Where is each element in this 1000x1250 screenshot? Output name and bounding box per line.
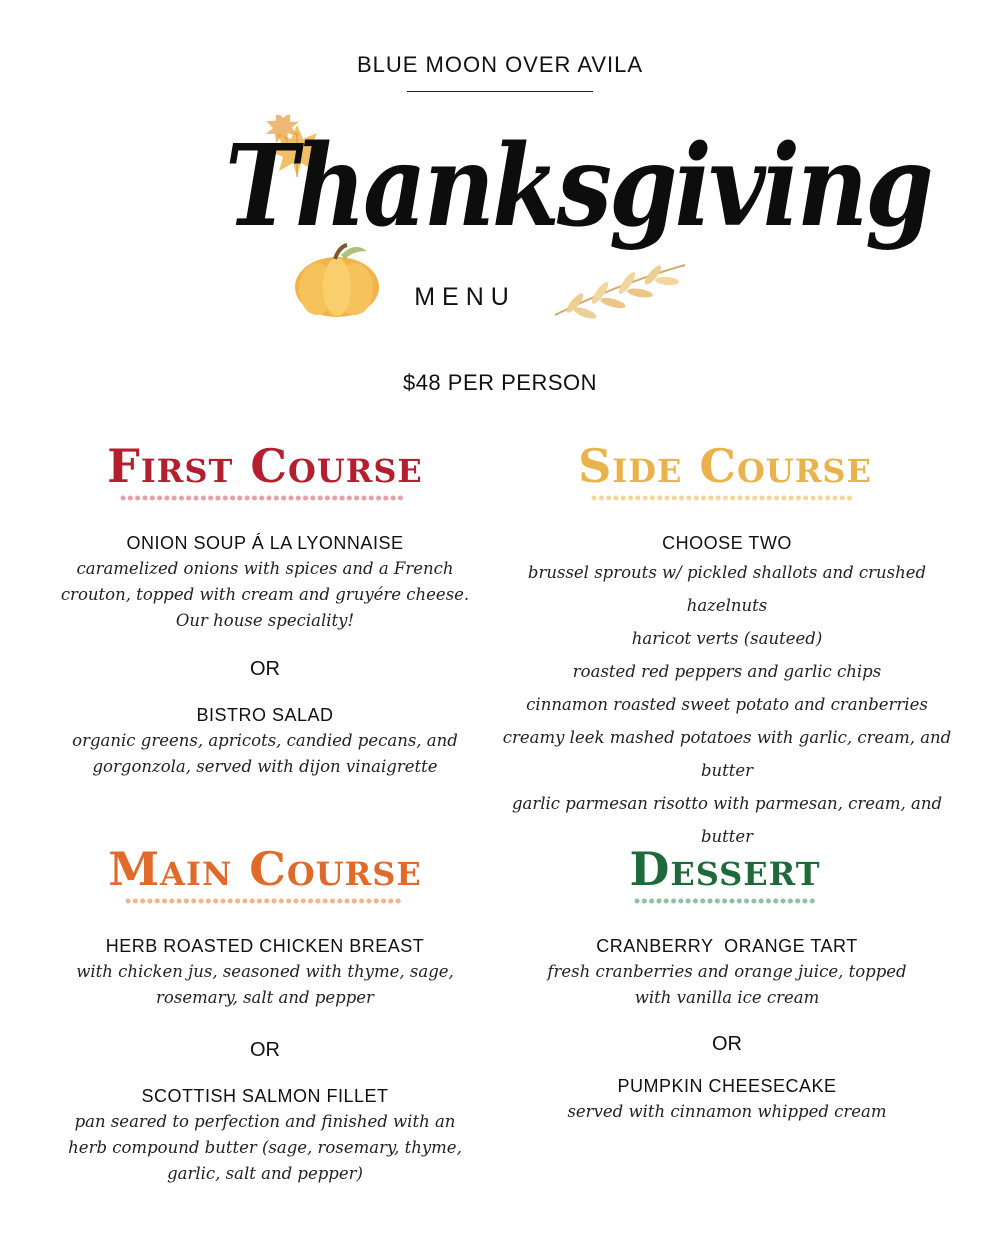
menu-item-description: Our house speciality!	[175, 611, 355, 630]
side-course-heading: Side Course	[578, 439, 872, 493]
dessert-dotted-rule	[634, 898, 816, 904]
page-subtitle: MENU	[414, 283, 516, 311]
side-course-section	[525, 440, 925, 501]
menu-item-description: with chicken jus, seasoned with thyme, sage,	[76, 962, 454, 981]
title-divider	[407, 91, 593, 92]
side-option: garlic parmesan risotto with parmesan, cream, and butter	[511, 794, 943, 846]
first-course-section	[65, 440, 465, 501]
menu-item-description: served with cinnamon whipped cream	[567, 1102, 887, 1121]
menu-item-description: organic greens, apricots, candied pecans, and	[72, 731, 458, 750]
dessert-section	[525, 843, 925, 904]
side-course-dotted-rule	[591, 495, 859, 501]
or-separator: OR	[250, 658, 280, 680]
menu-item-name: SCOTTISH SALMON FILLET	[141, 1086, 389, 1106]
or-separator: OR	[250, 1039, 280, 1061]
first-course-heading: First Course	[107, 439, 423, 493]
menu-item-name: CRANBERRY ORANGE TART	[596, 936, 858, 956]
menu-item-name: BISTRO SALAD	[196, 705, 334, 725]
page-title: Thanksgiving	[225, 120, 931, 253]
price-per-person: $48 PER PERSON	[402, 370, 598, 395]
side-option: creamy leek mashed potatoes with garlic, cream, and butter	[502, 728, 952, 780]
side-option: roasted red peppers and garlic chips	[572, 662, 882, 681]
main-course-heading: Main Course	[108, 842, 422, 896]
dessert-heading: Dessert	[629, 842, 821, 896]
or-separator: OR	[712, 1033, 742, 1055]
menu-item-description: caramelized onions with spices and a French	[76, 559, 454, 578]
menu-item-description: garlic, salt and pepper)	[167, 1164, 363, 1183]
side-option: haricot verts (sauteed)	[631, 629, 823, 648]
side-option: brussel sprouts w/ pickled shallots and crushed hazelnuts	[527, 563, 927, 615]
menu-item-description: pan seared to perfection and finished with an	[74, 1112, 456, 1131]
restaurant-name: BLUE MOON OVER AVILA	[356, 52, 644, 77]
menu-item-description: herb compound butter (sage, rosemary, thyme,	[68, 1138, 462, 1157]
menu-item-description: fresh cranberries and orange juice, topped	[547, 962, 907, 981]
side-option: cinnamon roasted sweet potato and cranberries	[526, 695, 928, 714]
main-course-section	[65, 843, 465, 904]
choose-two-label: CHOOSE TWO	[662, 533, 792, 553]
first-course-dotted-rule	[120, 495, 410, 501]
menu-item-description: rosemary, salt and pepper	[156, 988, 374, 1007]
menu-item-name: HERB ROASTED CHICKEN BREAST	[105, 936, 425, 956]
main-course-items	[40, 936, 490, 1187]
menu-item-description: with vanilla ice cream	[634, 988, 820, 1007]
thanksgiving-title-art	[225, 115, 931, 330]
menu-item-name: ONION SOUP Á LA LYONNAISE	[126, 533, 404, 553]
menu-item-description: gorgonzola, served with dijon vinaigrette	[92, 757, 438, 776]
first-course-items	[40, 533, 490, 780]
dessert-items	[502, 936, 952, 1125]
main-course-dotted-rule	[125, 898, 405, 904]
menu-item-name: PUMPKIN CHEESECAKE	[617, 1076, 837, 1096]
menu-item-description: crouton, topped with cream and gruyére cheese.	[60, 585, 470, 604]
side-course-items	[487, 533, 967, 853]
